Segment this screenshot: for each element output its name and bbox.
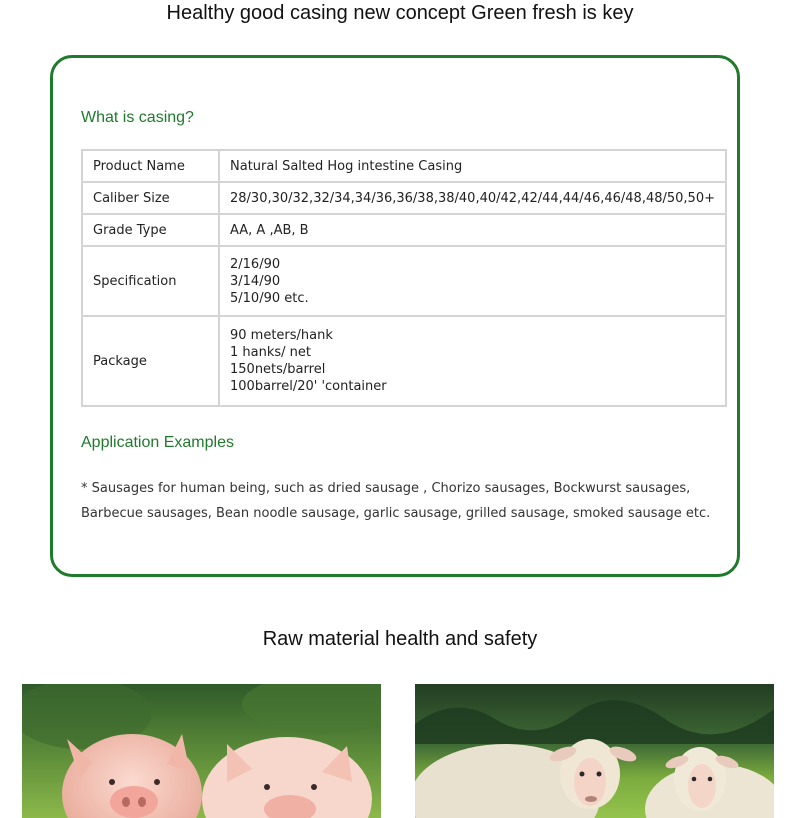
table-row xyxy=(82,246,726,316)
row-value xyxy=(219,214,726,246)
application-examples-text: * Sausages for human being, such as dried sausage , Chorizo sausages, Bockwurst sausages, Barbecue sausages, Bean noodle sausage, garlic sausage, grilled sausage, smoked sausage etc. xyxy=(81,481,711,521)
row-value xyxy=(219,316,726,406)
row-key: Specification xyxy=(82,246,219,316)
value-line: 150nets/barrel xyxy=(230,362,326,377)
table-row xyxy=(82,316,726,406)
row-key: Caliber Size xyxy=(82,182,219,214)
row-key: Grade Type xyxy=(82,214,219,246)
row-value xyxy=(219,150,726,182)
table-row xyxy=(82,182,726,214)
table-row xyxy=(82,214,726,246)
value-line: 3/14/90 xyxy=(230,273,281,289)
row-key: Product Name xyxy=(82,150,219,182)
casing-info-card xyxy=(50,55,740,577)
value-line: Natural Salted Hog intestine Casing xyxy=(230,158,463,174)
pigs-photo xyxy=(22,684,381,818)
page-title: Healthy good casing new concept Green fresh is key xyxy=(166,2,634,24)
casing-spec-table xyxy=(81,149,727,407)
application-examples-heading: Application Examples xyxy=(81,434,234,451)
what-is-casing-heading: What is casing? xyxy=(81,109,194,126)
value-line: 100barrel/20' 'container xyxy=(230,379,387,394)
value-line: 1 hanks/ net xyxy=(230,345,311,360)
row-value xyxy=(219,182,726,214)
value-line: 2/16/90 xyxy=(230,256,281,272)
value-line: AA, A ,AB, B xyxy=(230,222,309,238)
value-line: 90 meters/hank xyxy=(230,328,333,343)
sheep-photo xyxy=(415,684,774,818)
raw-material-title: Raw material health and safety xyxy=(262,628,538,650)
table-row xyxy=(82,150,726,182)
row-key: Package xyxy=(82,316,219,406)
value-line: 5/10/90 etc. xyxy=(230,290,309,306)
row-value xyxy=(219,246,726,316)
value-line: 28/30,30/32,32/34,34/36,36/38,38/40,40/42,42/44,44/46,46/48,48/50,50+ xyxy=(230,190,715,206)
